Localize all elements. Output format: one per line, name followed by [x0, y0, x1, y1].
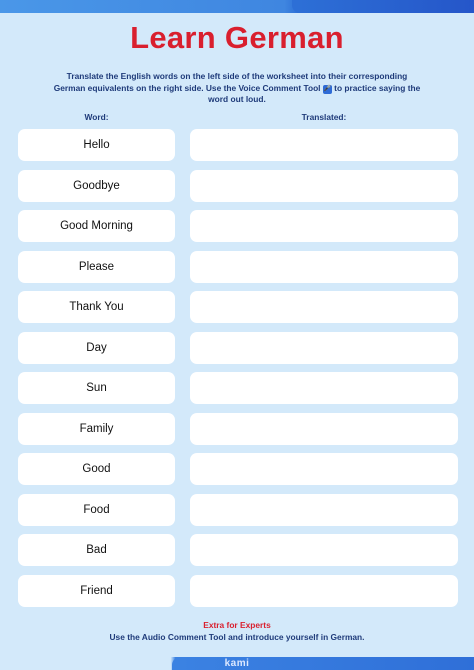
english-word: Bad	[18, 534, 175, 566]
translation-field[interactable]	[190, 129, 458, 161]
translation-field[interactable]	[190, 372, 458, 404]
english-word: Food	[18, 494, 175, 526]
english-word: Sun	[18, 372, 175, 404]
translation-field[interactable]	[190, 332, 458, 364]
page-title: Learn German	[130, 20, 344, 55]
word-column-header: Word:	[84, 112, 109, 122]
instructions-text	[50, 71, 424, 106]
word-row	[0, 453, 474, 485]
translation-field[interactable]	[190, 575, 458, 607]
word-row	[0, 251, 474, 283]
translation-field[interactable]	[190, 251, 458, 283]
instructions-part-1: Translate the English words on the left side of the worksheet into their corresponding German equivalents on the right side. Use the Voice Comment Tool	[53, 71, 408, 93]
translation-field[interactable]	[190, 210, 458, 242]
word-row	[0, 170, 474, 202]
word-row	[0, 291, 474, 323]
top-bar-accent	[292, 0, 302, 13]
english-word: Goodbye	[18, 170, 175, 202]
translation-field[interactable]	[190, 494, 458, 526]
english-word: Hello	[18, 129, 175, 161]
kami-logo: kami	[224, 658, 250, 669]
word-row	[0, 575, 474, 607]
top-decorative-bar	[0, 0, 474, 13]
word-row	[0, 210, 474, 242]
word-row	[0, 332, 474, 364]
word-row	[0, 372, 474, 404]
english-word: Family	[18, 413, 175, 445]
word-row	[0, 494, 474, 526]
microphone-icon: 🎤	[323, 85, 332, 92]
translated-column-header: Translated:	[301, 112, 347, 122]
translation-field[interactable]	[190, 534, 458, 566]
english-word: Good Morning	[18, 210, 175, 242]
translation-field[interactable]	[190, 291, 458, 323]
translation-field[interactable]	[190, 413, 458, 445]
word-row	[0, 129, 474, 161]
instructions-part-2: to practice saying the word out loud.	[208, 82, 421, 104]
english-word: Thank You	[18, 291, 175, 323]
extra-for-experts-text: Use the Audio Comment Tool and introduce yourself in German.	[109, 632, 365, 642]
extra-for-experts-title: Extra for Experts	[203, 620, 271, 630]
english-word: Please	[18, 251, 175, 283]
english-word: Day	[18, 332, 175, 364]
english-word: Friend	[18, 575, 175, 607]
translation-field[interactable]	[190, 170, 458, 202]
translation-field[interactable]	[190, 453, 458, 485]
word-row	[0, 413, 474, 445]
word-row	[0, 534, 474, 566]
english-word: Good	[18, 453, 175, 485]
